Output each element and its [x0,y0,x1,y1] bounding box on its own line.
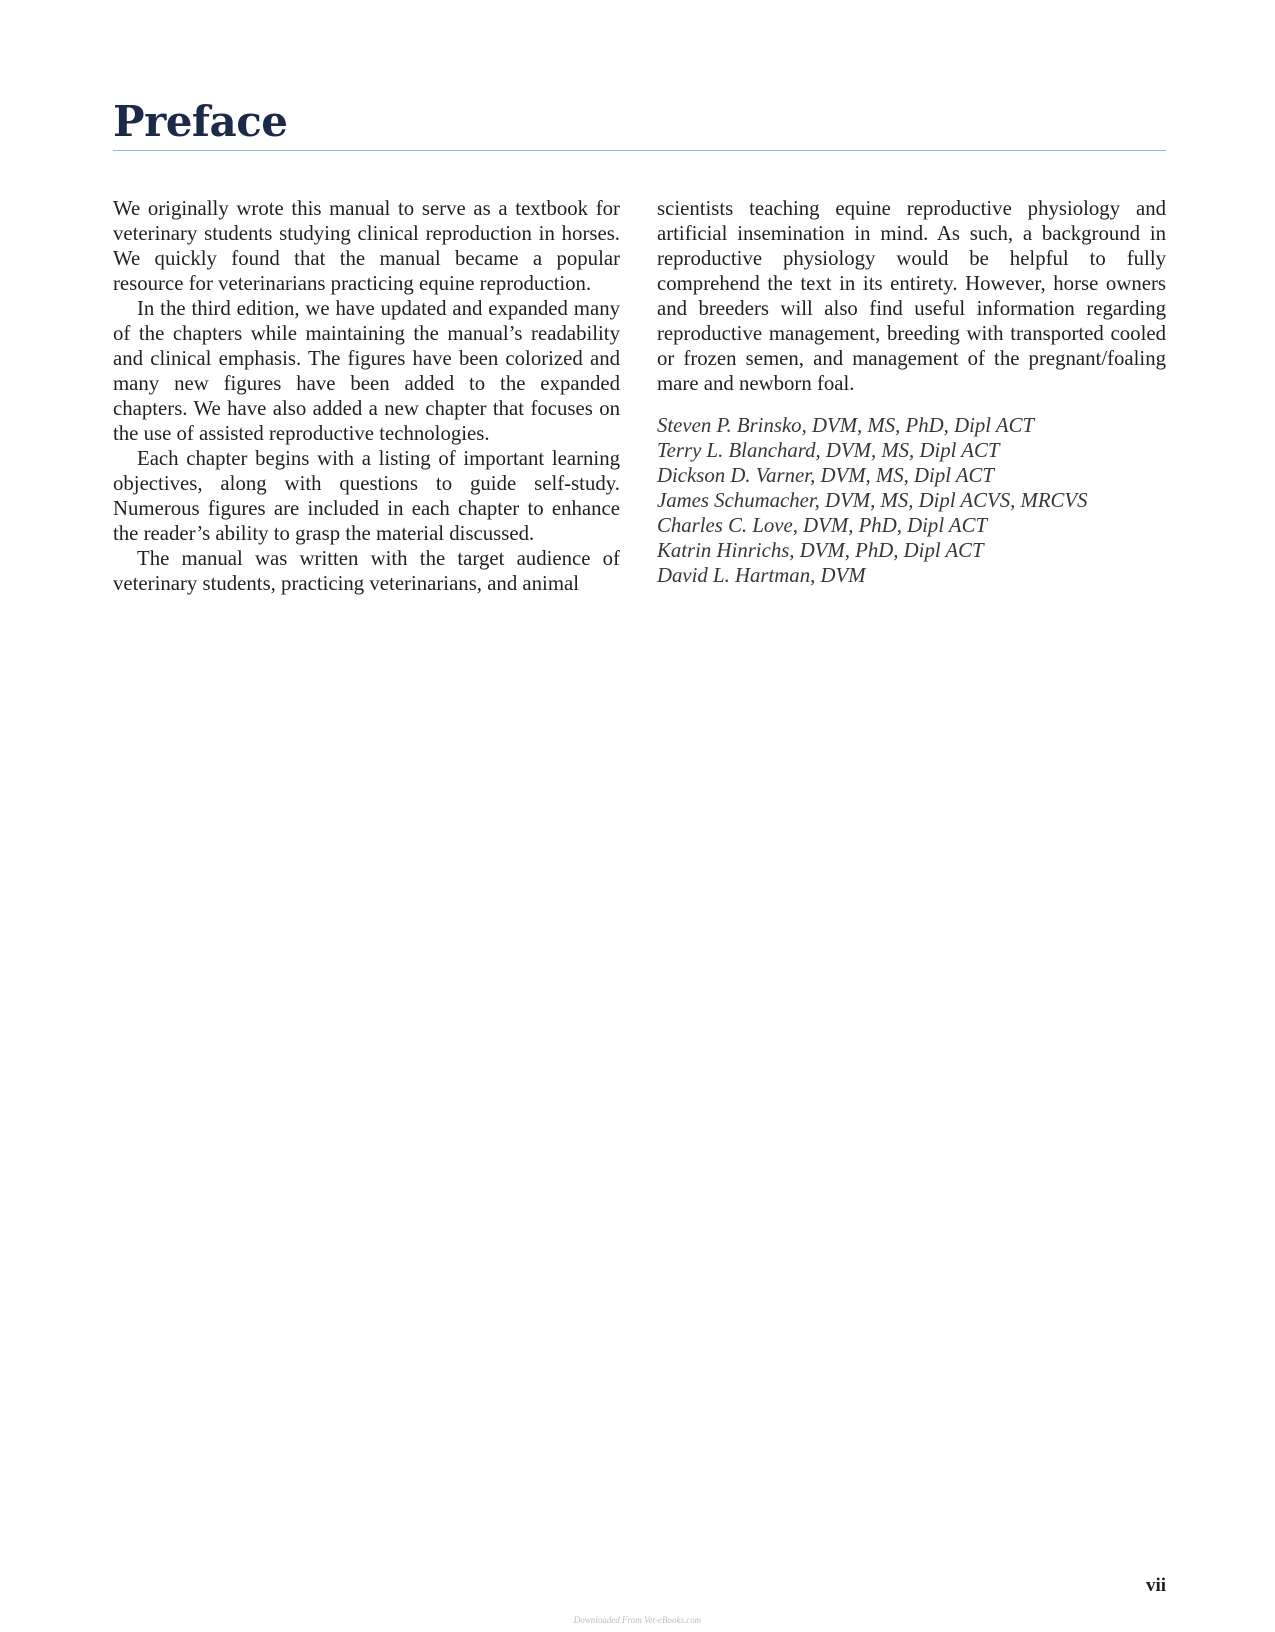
author-name: David L. Hartman, DVM [657,564,866,587]
author-name: James Schumacher, DVM, MS, Dipl ACVS, MRCVS [657,489,1088,512]
title-divider [113,150,1166,151]
left-text-column [113,196,620,596]
author-name: Dickson D. Varner, DVM, MS, Dipl ACT [657,464,994,487]
author-name: Terry L. Blanchard, DVM, MS, Dipl ACT [657,439,1000,462]
author-name: Katrin Hinrichs, DVM, PhD, Dipl ACT [657,539,984,562]
download-watermark: Downloaded From Vet-eBooks.com [573,1615,702,1625]
preface-paragraph: In the third edition, we have updated and expanded many of the chapters while maintaining the manual’s readability and clinical emphasis. The figures have been colorized and many new figures have been added to the expanded chapters. We have also added a new chapter that focuses on the use of assisted reproductive technologies. [113,297,620,445]
preface-paragraph: The manual was written with the target audience of veterinary students, practicing veterinarians, and animal [113,547,620,595]
author-name: Steven P. Brinsko, DVM, MS, PhD, Dipl ACT [657,414,1035,437]
page-number: vii [1145,1575,1166,1596]
page-title: Preface [113,97,288,146]
author-list [657,413,1166,588]
preface-paragraph: We originally wrote this manual to serve as a textbook for veterinary students studying clinical reproduction in horses. We quickly found that the manual became a popular resource for veterinarians practicing equine reproduction. [113,197,620,295]
right-text-column [657,196,1166,588]
author-name: Charles C. Love, DVM, PhD, Dipl ACT [657,514,988,537]
preface-paragraph: scientists teaching equine reproductive physiology and artificial insemination in mind. As such, a background in reproductive physiology would be helpful to fully comprehend the text in its entirety. However, horse owners and breeders will also find useful information regarding reproductive management, breeding with transported cooled or frozen semen, and management of the pregnant/foaling mare and newborn foal. [657,197,1166,395]
preface-paragraph: Each chapter begins with a listing of important learning objectives, along with questions to guide self-study. Numerous figures are included in each chapter to enhance the reader’s ability to grasp the material discussed. [113,447,620,545]
